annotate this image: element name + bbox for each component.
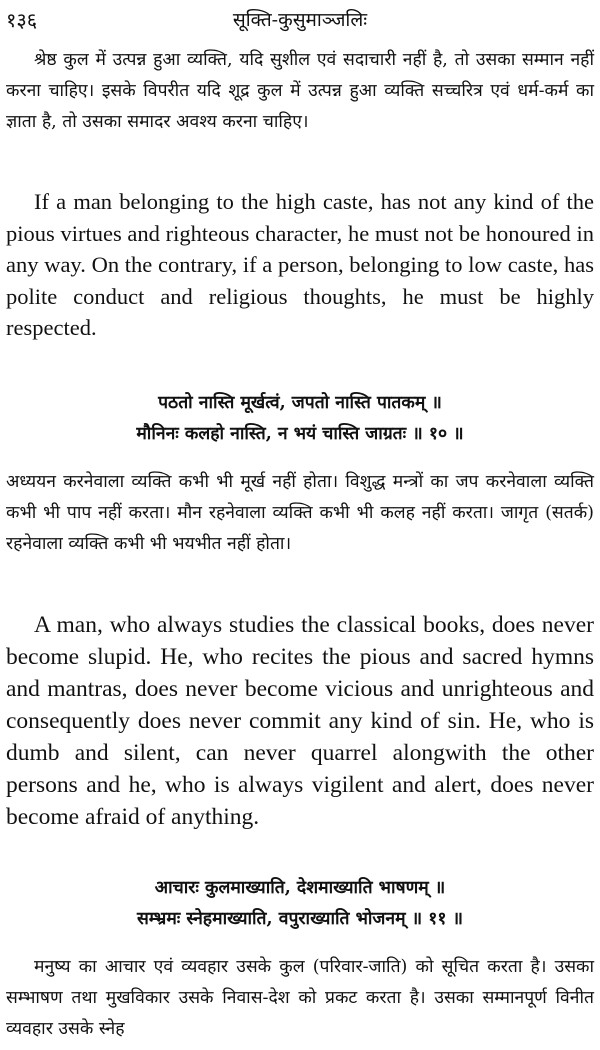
hindi-paragraph-3: मनुष्य का आचार एवं व्यवहार उसके कुल (परिवार-जाति) को सूचित करता है। उसका सम्भाषण तथा मुखविकार उसके निवास-देश को प्रकट करता है। उसका सम्मानपूर्ण विनीत व्यवहार उसके स्नेह [6,957,594,1039]
english-paragraph-2: A man, who always studies the classical books, does never become slupid. He, who recites the pious and sacred hymns and mantras, does never become vicious and unrighteous and consequently does never commit any kind of sin. He, who is dumb and silent, can never quarrel alongwith the other persons and he, who is always vigilent and alert, does never become afraid of anything. [6,612,594,830]
running-title: सूक्ति-कुसुमाञ्जलिः [232,9,368,31]
english-paragraph-1: If a man belonging to the high caste, has not any kind of the pious virtues and righteous character, he must not be honoured in any way. On the contrary, if a person, belonging to low caste, has polite conduct and religious thoughts, he must be highly respected. [6,189,594,340]
sanskrit-verse-10 [0,388,600,450]
verse-11-line-1: आचारः कुलमाख्याति, देशमाख्याति भाषणम् ॥ [154,878,446,898]
hindi-paragraph-2: अध्ययन करनेवाला व्यक्ति कभी भी मूर्ख नहीं होता। विशुद्ध मन्त्रों का जप करनेवाला व्यक्ति कभी भी पाप नहीं करता। मौन रहनेवाला व्यक्ति कभी भी कलह नहीं करता। जागृत (सतर्क) रहनेवाला व्यक्ति कभी भी भयभीत नहीं होता। [6,472,594,554]
page-header [6,6,594,34]
verse-10-line-2: मौनिनः कलहो नास्ति, न भयं चास्ति जाग्रतः ॥ १० ॥ [136,424,464,444]
sanskrit-verse-11 [0,873,600,935]
verse-11-line-2: सम्भ्रमः स्नेहमाख्याति, वपुराख्याति भोजनम् ॥ ११ ॥ [136,909,464,929]
hindi-paragraph-1: श्रेष्ठ कुल में उत्पन्न हुआ व्यक्ति, यदि सुशील एवं सदाचारी नहीं है, तो उसका सम्मान नहीं करना चाहिए। इसके विपरीत यदि शूद्र कुल में उत्पन्न हुआ व्यक्ति सच्चरित्र एवं धर्म-कर्म का ज्ञाता है, तो उसका समादर अवश्य करना चाहिए। [6,50,594,132]
page-number: १३६ [6,8,38,32]
verse-10-line-1: पठतो नास्ति मूर्खत्वं, जपतो नास्ति पातकम् ॥ [158,393,442,413]
